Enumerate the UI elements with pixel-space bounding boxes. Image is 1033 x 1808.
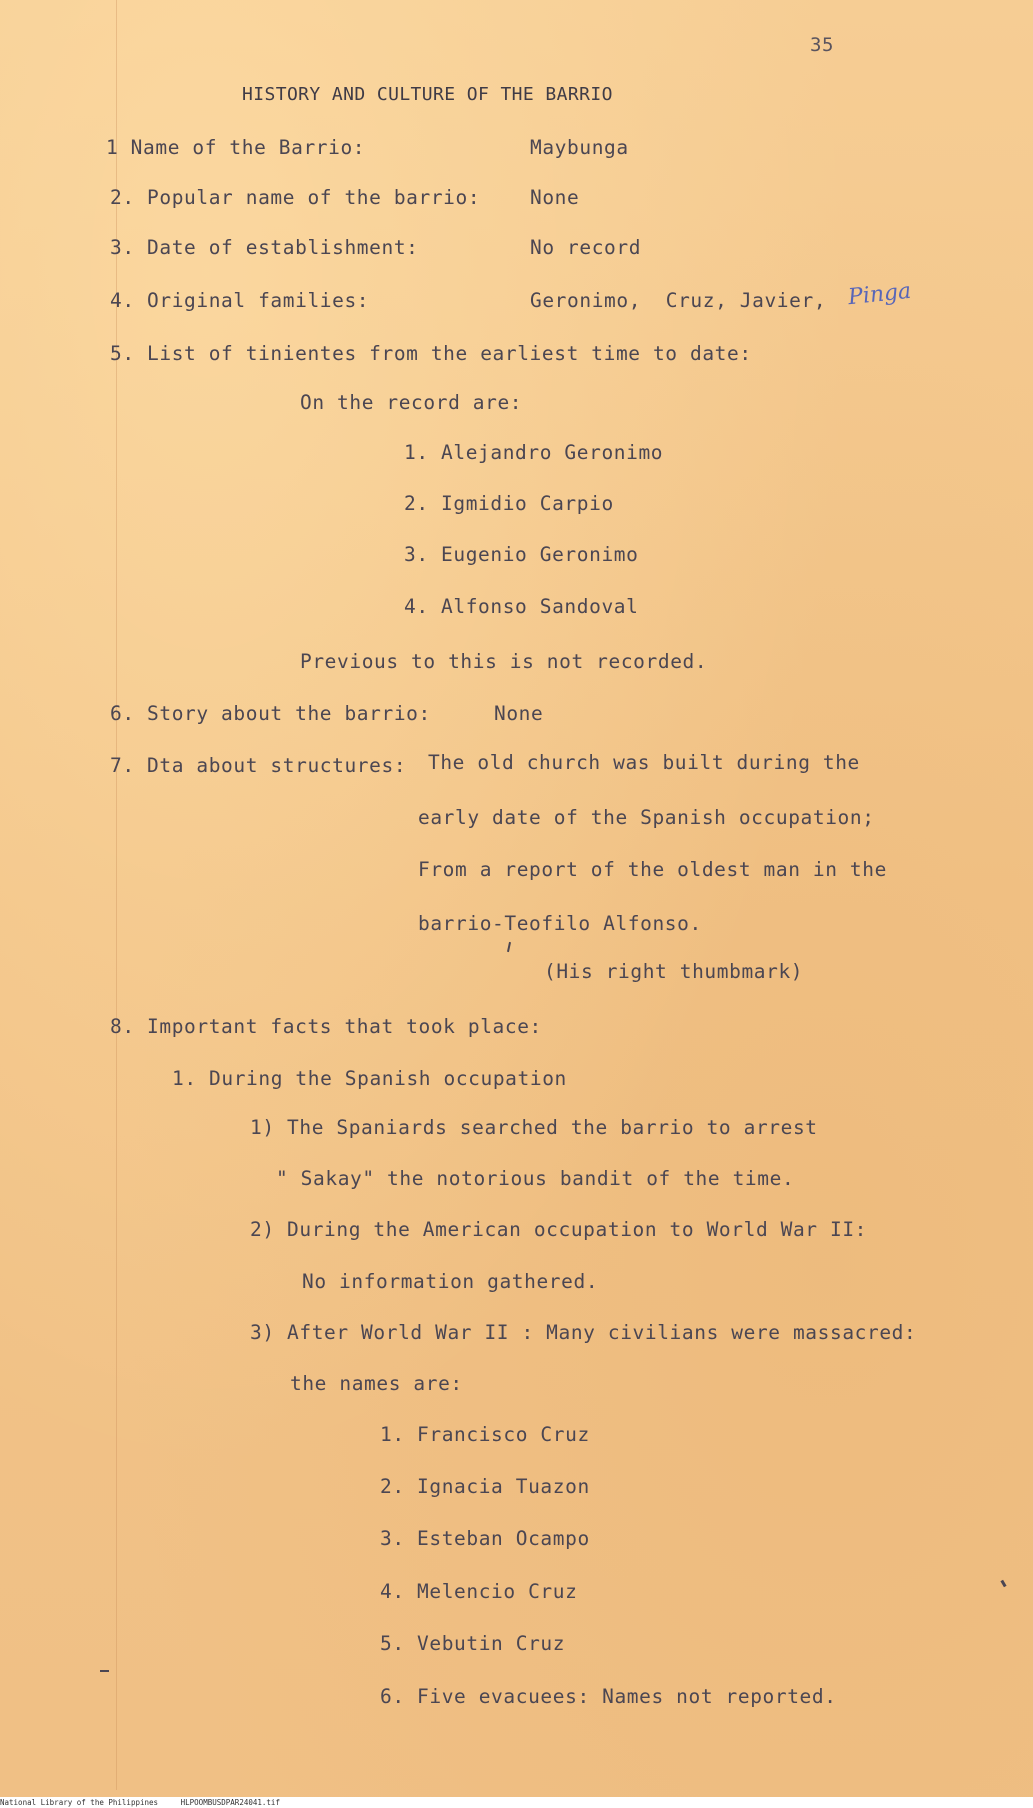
item-5-intro: On the record are: — [300, 391, 523, 414]
item-8-sub-1a-line-2: " Sakay" the notorious bandit of the time. — [276, 1167, 795, 1190]
item-5-note: Previous to this is not recorded. — [300, 650, 708, 673]
teniente-3: 3. Eugenio Geronimo — [404, 543, 639, 566]
item-1-label: 1 Name of the Barrio: — [106, 136, 366, 159]
item-3-label: 3. Date of establishment: — [110, 236, 419, 259]
item-8-sub-1b-line-1: 2) During the American occupation to World War II: — [250, 1218, 867, 1241]
stray-mark-left — [100, 1670, 109, 1672]
massacred-5: 5. Vebutin Cruz — [380, 1632, 566, 1655]
massacred-6: 6. Five evacuees: Names not reported. — [380, 1685, 837, 1708]
scan-footer: National Library of the Philippines HLPOOMBUSDPAR24041.tif — [0, 1797, 1033, 1808]
item-1-value: Maybunga — [530, 136, 629, 159]
item-2-label: 2. Popular name of the barrio: — [110, 186, 481, 209]
item-3-value: No record — [530, 236, 642, 259]
item-7-thumbmark: (His right thumbmark) — [544, 960, 804, 983]
thumbmark-tick — [507, 942, 511, 952]
item-8-label: 8. Important facts that took place: — [110, 1015, 542, 1038]
item-7-line-1: The old church was built during the — [428, 751, 860, 774]
item-5-label: 5. List of tinientes from the earliest time to date: — [110, 342, 752, 365]
item-7-label: 7. Dta about structures: — [110, 754, 407, 777]
item-4-label: 4. Original families: — [110, 289, 370, 312]
massacred-3: 3. Esteban Ocampo — [380, 1527, 590, 1550]
item-7-line-2: early date of the Spanish occupation; — [418, 806, 875, 829]
item-7-line-3: From a report of the oldest man in the — [418, 858, 887, 881]
page-number: 35 — [810, 34, 835, 56]
teniente-4: 4. Alfonso Sandoval — [404, 595, 639, 618]
massacred-1: 1. Francisco Cruz — [380, 1423, 590, 1446]
item-6-label: 6. Story about the barrio: — [110, 702, 431, 725]
massacred-2: 2. Ignacia Tuazon — [380, 1475, 590, 1498]
page-fold-line — [116, 0, 117, 1790]
stray-mark-right — [1000, 1580, 1006, 1588]
teniente-1: 1. Alejandro Geronimo — [404, 441, 664, 464]
item-2-value: None — [530, 186, 580, 209]
item-8-sub-1: 1. During the Spanish occupation — [172, 1067, 567, 1090]
item-4-value: Geronimo, Cruz, Javier, — [530, 289, 827, 312]
item-8-sub-1b-line-2: No information gathered. — [302, 1270, 599, 1293]
teniente-2: 2. Igmidio Carpio — [404, 492, 614, 515]
massacred-4: 4. Melencio Cruz — [380, 1580, 578, 1603]
item-8-sub-1a-line-1: 1) The Spaniards searched the barrio to arrest — [250, 1116, 818, 1139]
item-4-handwritten-annotation: Pinga — [846, 278, 913, 311]
item-6-value: None — [494, 702, 544, 725]
item-7-line-4: barrio-Teofilo Alfonso. — [418, 912, 702, 935]
page-title: HISTORY AND CULTURE OF THE BARRIO — [242, 84, 613, 105]
item-8-sub-1c-line-1: 3) After World War II : Many civilians were massacred: — [250, 1321, 917, 1344]
item-8-sub-1c-line-2: the names are: — [290, 1372, 463, 1395]
